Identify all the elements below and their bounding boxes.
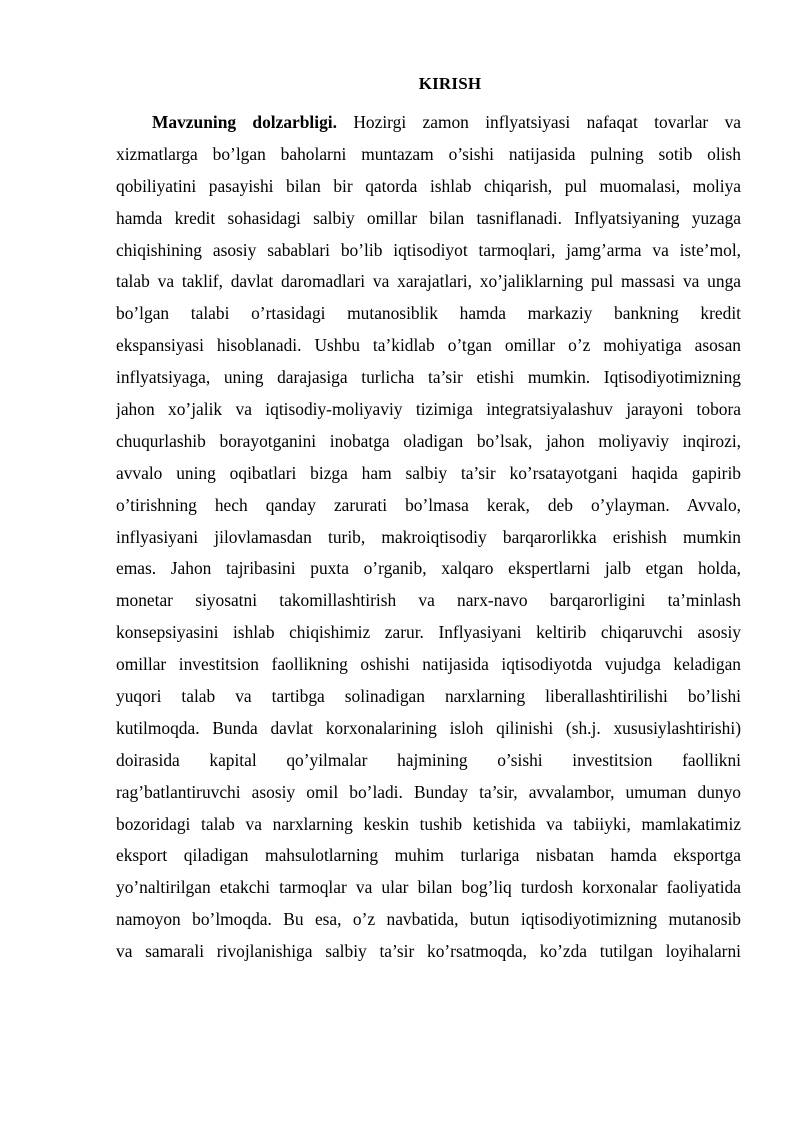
text-line: va samarali rivojlanishiga salbiy ta’sir ko’rsatmoqda, ko’zda tutilgan loyihalarni [116,941,741,962]
section-heading: KIRISH [418,74,482,93]
text-line: chuqurlashib borayotganini inobatga oladigan bo’lsak, jahon moliyaviy inqirozi, [116,430,741,451]
text-line: monetar siyosatni takomillashtirish va narx-navo barqarorligini ta’minlash [116,590,741,611]
text-line: konsepsiyasini ishlab chiqishimiz zarur. Inflyasiyani keltirib chiqaruvchi asosiy [116,622,741,643]
text-line: doirasida kapital qo’yilmalar hajmining o’sishi investitsion faollikni [116,749,741,770]
text-line: kutilmoqda. Bunda davlat korxonalarining isloh qilinishi (sh.j. xususiylashtirishi) [116,717,741,738]
text-line: avvalo uning oqibatlari bizga ham salbiy ta’sir ko’rsatayotgani haqida gapirib [116,462,741,483]
lead-bold-phrase: Mavzuning dolzarbligi. [152,112,337,132]
text-line: eksport qiladigan mahsulotlarning muhim turlariga nisbatan hamda eksportga [116,845,741,866]
text-line: rag’batlantiruvchi asosiy omil bo’ladi. Bunday ta’sir, avvalambor, umuman dunyo [116,781,741,802]
text-line: Hozirgi zamon inflyatsiyasi nafaqat tovarlar va [353,112,741,132]
text-line: hamda kredit sohasidagi salbiy omillar bilan tasniflanadi. Inflyatsiyaning yuzaga [116,207,741,228]
text-line: emas. Jahon tajribasini puxta o’rganib, xalqaro ekspertlarni jalb etgan holda, [116,558,741,579]
text-line: o’tirishning hech qanday zarurati bo’lmasa kerak, deb o’ylayman. Avvalo, [116,494,741,515]
paragraph-first-line [116,107,741,139]
text-line: yo’naltirilgan etakchi tarmoqlar va ular bilan bog’liq turdosh korxonalar faoliyatida [116,877,741,898]
text-line: ekspansiyasi hisoblanadi. Ushbu ta’kidlab o’tgan omillar o’z mohiyatiga asosan [116,335,741,356]
text-line: talab va taklif, davlat daromadlari va xarajatlari, xo’jaliklarning pul massasi va unga [116,271,741,292]
text-line: inflyasiyani jilovlamasdan turib, makroiqtisodiy barqarorlikka erishish mumkin [116,526,741,547]
text-line: namoyon bo’lmoqda. Bu esa, o’z navbatida, butun iqtisodiyotimizning mutanosib [116,909,741,930]
body-paragraph [116,107,741,968]
text-line: bozoridagi talab va narxlarning keskin tushib ketishida va tabiiyki, mamlakatimiz [116,813,741,834]
text-line: xizmatlarga bo’lgan baholarni muntazam o’sishi natijasida pulning sotib olish [116,143,741,164]
text-line: qobiliyatini pasayishi bilan bir qatorda ishlab chiqarish, pul muomalasi, moliya [116,175,741,196]
text-line: yuqori talab va tartibga solinadigan narxlarning liberallashtirilishi bo’lishi [116,686,741,707]
text-line: bo’lgan talabi o’rtasidagi mutanosiblik hamda markaziy bankning kredit [116,303,741,324]
text-line: chiqishining asosiy sabablari bo’lib iqtisodiyot tarmoqlari, jamg’arma va iste’mol, [116,239,741,260]
text-line: omillar investitsion faollikning oshishi natijasida iqtisodiyotda vujudga keladigan [116,654,741,675]
text-line: inflyatsiyaga, uning darajasiga turlicha ta’sir etishi mumkin. Iqtisodiyotimizning [116,367,741,388]
text-line: jahon xo’jalik va iqtisodiy-moliyaviy tizimiga integratsiyalashuv jarayoni tobora [116,399,741,420]
